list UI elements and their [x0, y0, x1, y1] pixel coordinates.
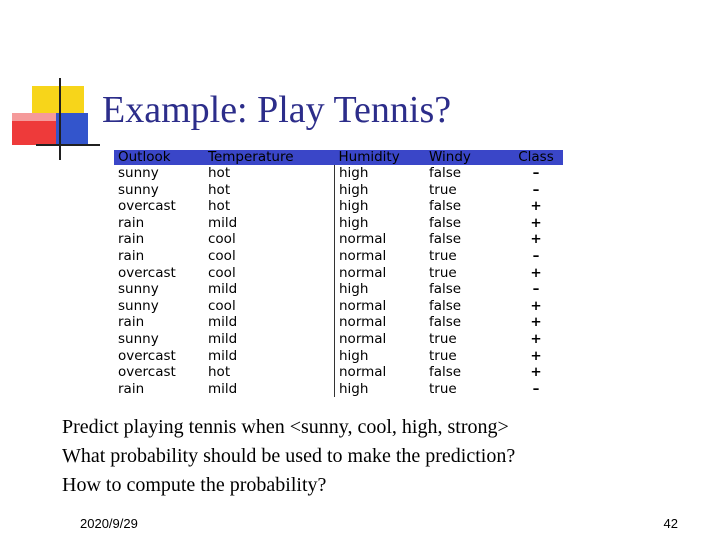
header-windy: Windy [425, 150, 509, 165]
table-row [114, 281, 563, 298]
cell-humidity: normal [335, 248, 426, 265]
cell-humidity: high [335, 198, 426, 215]
table-row [114, 348, 563, 365]
question-probability: What probability should be used to make the prediction? [62, 445, 516, 467]
cell-outlook: rain [118, 247, 145, 264]
cell-temperature: mild [208, 347, 238, 364]
table-header-row [114, 150, 563, 165]
cell-class: + [530, 231, 542, 248]
slide-title: Example: Play Tennis? [102, 89, 452, 131]
table-body [114, 165, 563, 397]
cell-temperature: mild [208, 281, 238, 298]
cell-humidity: high [335, 215, 426, 232]
cell-humidity: normal [335, 314, 426, 331]
cell-temperature: hot [208, 364, 231, 381]
cell-outlook: overcast [118, 198, 176, 215]
cell-outlook: overcast [118, 347, 176, 364]
header-outlook: Outlook [114, 150, 204, 165]
cell-class: + [530, 347, 542, 364]
cell-outlook: overcast [118, 364, 176, 381]
cell-temperature: cool [208, 247, 236, 264]
cell-humidity: high [335, 381, 426, 398]
cell-temperature: cool [208, 264, 236, 281]
cell-outlook: rain [118, 380, 145, 397]
cell-class: + [530, 330, 542, 347]
table-row [114, 165, 563, 182]
cell-temperature: hot [208, 198, 231, 215]
cell-outlook: overcast [118, 264, 176, 281]
cell-outlook: sunny [118, 297, 159, 314]
cell-outlook: sunny [118, 165, 159, 181]
cell-class: – [532, 181, 540, 198]
cell-humidity: normal [335, 331, 426, 348]
cell-windy: true [429, 380, 457, 397]
cell-humidity: high [335, 281, 426, 298]
cell-windy: false [429, 214, 462, 231]
table-row [114, 182, 563, 199]
cell-humidity: high [335, 182, 426, 199]
cell-outlook: sunny [118, 181, 159, 198]
cell-class: + [530, 198, 542, 215]
cell-windy: true [429, 247, 457, 264]
table-row [114, 248, 563, 265]
cell-humidity: high [335, 348, 426, 365]
cell-windy: true [429, 181, 457, 198]
logo-horizontal-line [36, 144, 100, 146]
table-row [114, 215, 563, 232]
cell-windy: false [429, 165, 462, 181]
cell-temperature: cool [208, 231, 236, 248]
cell-windy: false [429, 198, 462, 215]
logo-red-highlight [12, 113, 56, 121]
cell-windy: false [429, 231, 462, 248]
table-row [114, 364, 563, 381]
cell-class: + [530, 314, 542, 331]
page-number: 42 [663, 516, 678, 531]
logo-vertical-line [59, 78, 61, 160]
cell-temperature: mild [208, 380, 238, 397]
question-compute: How to compute the probability? [62, 474, 327, 496]
cell-class: + [530, 297, 542, 314]
footer-date: 2020/9/29 [80, 516, 138, 531]
cell-class: – [532, 380, 540, 397]
table-row [114, 298, 563, 315]
header-class: Class [509, 150, 563, 165]
cell-temperature: hot [208, 165, 231, 181]
table-row [114, 198, 563, 215]
header-humidity: Humidity [335, 150, 426, 165]
table-row [114, 381, 563, 398]
cell-class: – [532, 165, 540, 181]
cell-humidity: normal [335, 298, 426, 315]
cell-outlook: rain [118, 231, 145, 248]
cell-windy: true [429, 330, 457, 347]
cell-temperature: mild [208, 314, 238, 331]
cell-windy: false [429, 314, 462, 331]
cell-class: + [530, 214, 542, 231]
cell-humidity: normal [335, 265, 426, 282]
cell-class: + [530, 264, 542, 281]
cell-windy: false [429, 297, 462, 314]
question-predict: Predict playing tennis when <sunny, cool, high, strong> [62, 416, 509, 438]
cell-class: + [530, 364, 542, 381]
table-row [114, 331, 563, 348]
cell-windy: true [429, 264, 457, 281]
table-row [114, 314, 563, 331]
header-temperature: Temperature [204, 150, 335, 165]
cell-windy: true [429, 347, 457, 364]
table-row [114, 265, 563, 282]
cell-windy: false [429, 364, 462, 381]
cell-temperature: hot [208, 181, 231, 198]
cell-outlook: sunny [118, 330, 159, 347]
play-tennis-table [114, 150, 563, 397]
cell-outlook: rain [118, 314, 145, 331]
cell-outlook: sunny [118, 281, 159, 298]
cell-outlook: rain [118, 214, 145, 231]
cell-class: – [532, 281, 540, 298]
cell-temperature: cool [208, 297, 236, 314]
table-row [114, 231, 563, 248]
cell-humidity: normal [335, 231, 426, 248]
cell-humidity: normal [335, 364, 426, 381]
cell-temperature: mild [208, 330, 238, 347]
cell-class: – [532, 247, 540, 264]
cell-windy: false [429, 281, 462, 298]
cell-humidity: high [335, 165, 426, 182]
cell-temperature: mild [208, 214, 238, 231]
